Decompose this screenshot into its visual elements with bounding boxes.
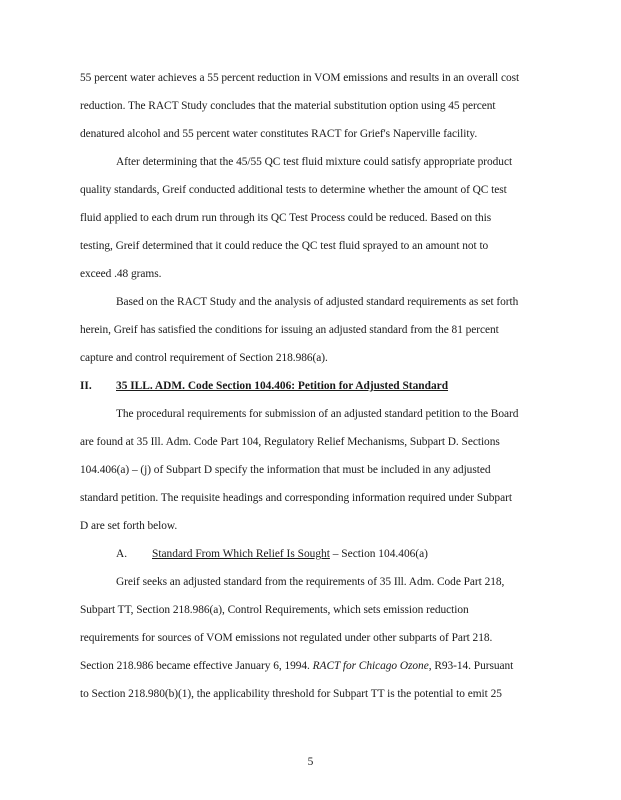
subsection-suffix: – Section 104.406(a)	[329, 548, 428, 560]
body-text-line: After determining that the 45/55 QC test fluid mixture could satisfy appropriate product	[116, 156, 513, 168]
body-text-line: herein, Greif has satisfied the conditions for issuing an adjusted standard from the 81 percent	[80, 324, 499, 336]
body-text-line: D are set forth below.	[80, 520, 178, 532]
body-text-line: The procedural requirements for submission of an adjusted standard petition to the Board	[116, 408, 519, 420]
body-text-line: requirements for sources of VOM emissions not regulated under other subparts of Part 218.	[80, 632, 493, 644]
body-text-line: 55 percent water achieves a 55 percent reduction in VOM emissions and results in an overall cost	[80, 72, 520, 84]
body-text-line: to Section 218.980(b)(1), the applicability threshold for Subpart TT is the potential to emit 25	[80, 688, 502, 700]
body-text-line: 104.406(a) – (j) of Subpart D specify the information that must be included in any adjusted	[80, 464, 491, 476]
section-number: II.	[80, 380, 92, 392]
body-text-line: denatured alcohol and 55 percent water constitutes RACT for Grief's Naperville facility.	[80, 128, 478, 140]
subsection-label: A.	[116, 548, 128, 560]
subsection-title: Standard From Which Relief Is Sought	[152, 548, 330, 560]
body-text-line: standard petition. The requisite headings and corresponding information required under Subpart	[80, 492, 512, 504]
body-text-line: quality standards, Greif conducted additional tests to determine whether the amount of QC test	[80, 184, 507, 196]
body-text-line: are found at 35 Ill. Adm. Code Part 104, Regulatory Relief Mechanisms, Subpart D. Sections	[80, 436, 500, 448]
page-number: 5	[307, 756, 314, 768]
subsection-heading	[152, 547, 428, 561]
body-text-line: exceed .48 grams.	[80, 268, 162, 280]
body-text-line: fluid applied to each drum run through its QC Test Process could be reduced. Based on this	[80, 212, 492, 224]
body-text-line: capture and control requirement of Section 218.986(a).	[80, 352, 328, 364]
text-segment: Section 218.986 became effective January 6, 1994.	[80, 660, 313, 672]
text-segment: , R93-14. Pursuant	[428, 660, 514, 672]
body-text-line: Greif seeks an adjusted standard from the requirements of 35 Ill. Adm. Code Part 218,	[116, 576, 505, 588]
body-text-line: reduction. The RACT Study concludes that the material substitution option using 45 percent	[80, 100, 496, 112]
body-text-line: testing, Greif determined that it could reduce the QC test fluid sprayed to an amount not to	[80, 240, 489, 252]
body-text-line: Subpart TT, Section 218.986(a), Control Requirements, which sets emission reduction	[80, 604, 469, 616]
body-text-line: Based on the RACT Study and the analysis of adjusted standard requirements as set forth	[116, 296, 519, 308]
body-text-line	[80, 659, 513, 673]
citation-italic: RACT for Chicago Ozone	[312, 660, 429, 672]
section-title: 35 ILL. ADM. Code Section 104.406: Petition for Adjusted Standard	[116, 380, 449, 392]
